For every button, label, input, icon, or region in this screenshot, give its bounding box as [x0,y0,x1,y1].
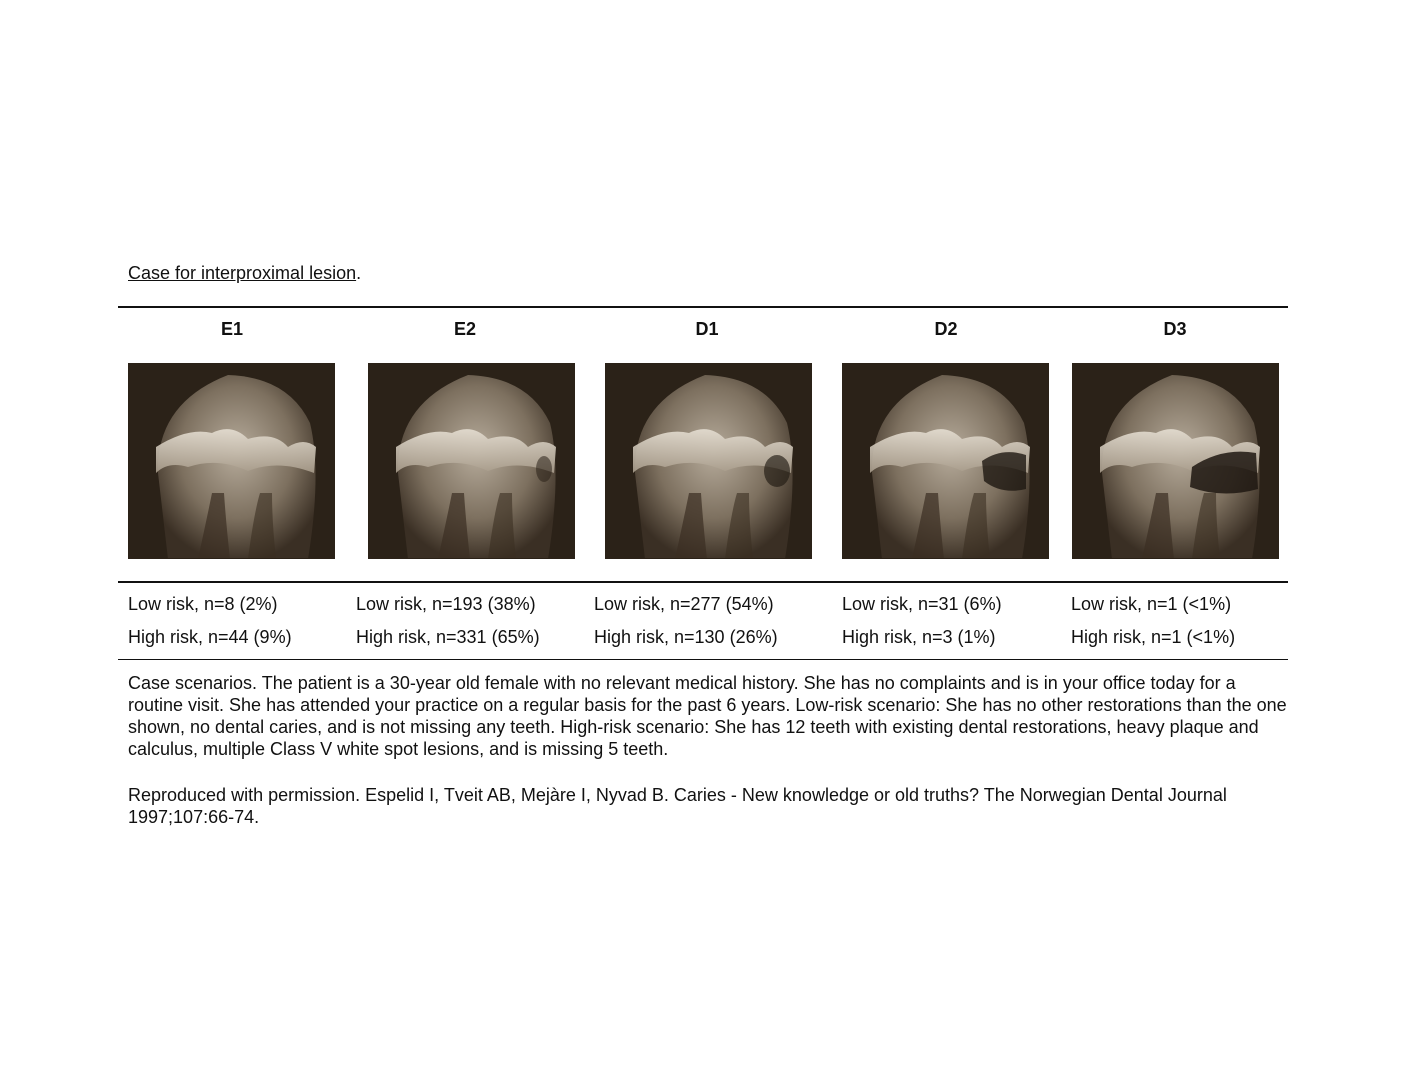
column-header-d3: D3 [1163,319,1187,339]
low-risk-d2: Low risk, n=31 (6%) [842,594,1002,614]
high-risk-d2: High risk, n=3 (1%) [842,627,996,647]
xray-image-e1 [128,363,335,559]
page-title [128,262,361,284]
citation-text: Reproduced with permission. Espelid I, Tveit AB, Mejàre I, Nyvad B. Caries - New knowledge or old truths? The Norwegian Dental Journal 1997;107:66-74. [128,785,1227,827]
bottom-divider [118,659,1288,660]
xray-image-e2 [368,363,575,559]
column-header-d1: D1 [695,319,719,339]
high-risk-e1: High risk, n=44 (9%) [128,627,292,647]
high-risk-e2: High risk, n=331 (65%) [356,627,540,647]
top-divider [118,306,1288,308]
xray-image-d3 [1072,363,1279,559]
column-header-e2: E2 [453,319,477,339]
high-risk-d1: High risk, n=130 (26%) [594,627,778,647]
low-risk-d1: Low risk, n=277 (54%) [594,594,774,614]
xray-image-d2 [842,363,1049,559]
case-scenarios-text: Case scenarios. The patient is a 30-year old female with no relevant medical history. She has no complaints and is in your office today for a routine visit. She has attended your practice on a regular basis for the past 6 years. Low-risk scenario: She has no other restorations than the one shown, no dental caries, and is not missing any teeth. High-risk scenario: She has 12 teeth with existing dental restorations, heavy plaque and calculus, multiple Class V white spot lesions, and is missing 5 teeth. [128,673,1287,759]
low-risk-e1: Low risk, n=8 (2%) [128,594,278,614]
title-underlined: Case for interproximal lesion [128,263,357,283]
low-risk-e2: Low risk, n=193 (38%) [356,594,536,614]
xray-image-d1 [605,363,812,559]
middle-divider [118,581,1288,583]
low-risk-d3: Low risk, n=1 (<1%) [1071,594,1232,614]
column-header-e1: E1 [220,319,244,339]
title-suffix: . [356,263,362,283]
high-risk-d3: High risk, n=1 (<1%) [1071,627,1236,647]
column-header-d2: D2 [934,319,958,339]
